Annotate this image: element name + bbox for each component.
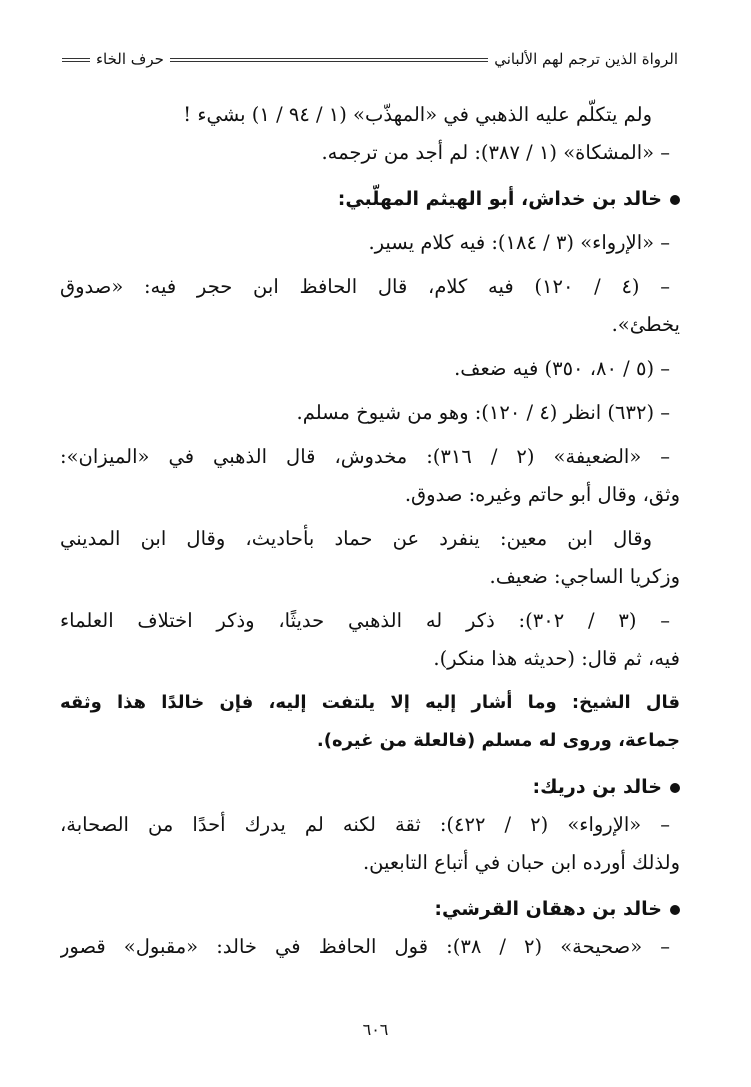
header-chapter-title: حرف الخاء bbox=[96, 50, 164, 68]
text-line: ولذلك أورده ابن حبان في أتباع التابعين. bbox=[362, 851, 680, 874]
bullet-icon bbox=[670, 905, 680, 915]
text-line: – «الإرواء» (٢ / ٤٢٢): ثقة لكنه لم يدرك أحدًا من الصحابة، bbox=[60, 813, 670, 836]
text-line: وزكريا الساجي: ضعيف. bbox=[489, 565, 680, 588]
running-header bbox=[62, 44, 678, 74]
text-line: فيه، ثم قال: (حديثه هذا منكر). bbox=[433, 647, 680, 670]
text-line: – «الإرواء» (٣ / ١٨٤): فيه كلام يسير. bbox=[368, 231, 670, 254]
entry-heading-text: خالد بن خداش، أبو الهيثم المهلّبي: bbox=[337, 188, 662, 210]
text-line: – (٣ / ٣٠٢): ذكر له الذهبي حديثًا، وذكر اختلاف العلماء bbox=[60, 609, 671, 632]
entry-heading-text: خالد بن دريك: bbox=[532, 776, 662, 798]
text-line: – (٤ / ١٢٠) فيه كلام، قال الحافظ ابن حجر فيه: «صدوق bbox=[60, 275, 670, 298]
text-line: – «صحيحة» (٢ / ٣٨): قول الحافظ في خالد: «مقبول» قصور bbox=[60, 935, 670, 958]
text-line: – «المشكاة» (١ / ٣٨٧): لم أجد من ترجمه. bbox=[321, 141, 670, 164]
text-line: وقال ابن معين: ينفرد عن حماد بأحاديث، وقال ابن المديني bbox=[60, 527, 652, 550]
header-rule-short bbox=[62, 58, 90, 62]
text-line: – (٦٣٢) انظر (٤ / ١٢٠): وهو من شيوخ مسلم. bbox=[296, 401, 670, 424]
text-line: وثق، وقال أبو حاتم وغيره: صدوق. bbox=[404, 483, 680, 506]
entry-heading bbox=[60, 768, 680, 806]
bullet-icon bbox=[670, 195, 680, 205]
header-book-title: الرواة الذين ترجم لهم الألباني bbox=[494, 50, 678, 68]
text-line: – «الضعيفة» (٢ / ٣١٦): مخدوش، قال الذهبي في «الميزان»: bbox=[60, 445, 671, 468]
page-body bbox=[60, 96, 680, 966]
sheikh-comment-line: جماعة، وروى له مسلم (فالعلة من غيره). bbox=[316, 730, 680, 751]
entry-heading bbox=[60, 180, 680, 218]
header-rule bbox=[170, 58, 488, 62]
entry-heading-text: خالد بن دهقان القرشي: bbox=[434, 898, 662, 920]
text-line: – (٥ / ٨٠، ٣٥٠) فيه ضعف. bbox=[454, 357, 670, 380]
sheikh-comment-line: قال الشيخ: وما أشار إليه إلا يلتفت إليه، فإن خالدًا هذا وثقه bbox=[60, 692, 680, 713]
entry-heading bbox=[60, 890, 680, 928]
bullet-icon bbox=[670, 783, 680, 793]
text-line: يخطئ». bbox=[611, 313, 680, 336]
page-number: ٦٠٦ bbox=[362, 1020, 389, 1039]
text-line: ولم يتكلّم عليه الذهبي في «المهذّب» (١ / ٩٤ / ١) بشيء ! bbox=[183, 103, 652, 126]
